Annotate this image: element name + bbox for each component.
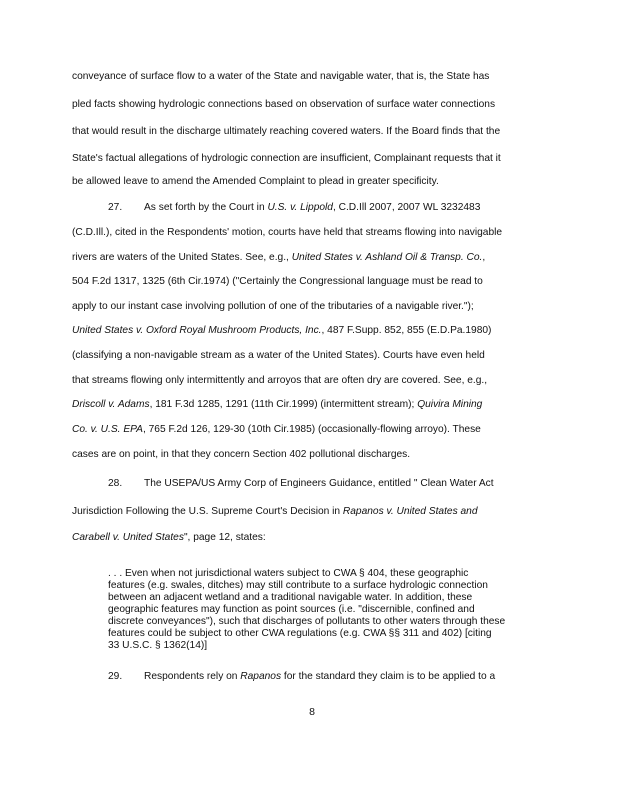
case-carabell: Carabell v. United States [72,532,184,543]
para29-line-1 [72,670,552,684]
case-quivira-part1: Quivira Mining [417,399,483,410]
quote-line-1: . . . Even when not jurisdictional waters subject to CWA § 404, these geographic [108,568,469,579]
case-ashland-oil: United States v. Ashland Oil & Transp. Co. [291,252,483,263]
para28-line-3 [72,531,552,545]
intro-line-4: State's factual allegations of hydrologic connection are insufficient, Complainant requests that it [72,153,501,164]
para27-line-7: (classifying a non-navigable stream as a water of the United States). Courts have even held [72,350,485,361]
para27-line-5: apply to our instant case involving pollution of one of the tributaries of a navigable river."); [72,301,474,312]
para27-number: 27. [108,202,123,213]
quote-line-3: between an adjacent wetland and a traditional navigable water. In addition, these [108,592,473,603]
intro-line-5: be allowed leave to amend the Amended Complaint to plead in greater specificity. [72,176,439,187]
para27-line-11: cases are on point, in that they concern Section 402 pollutional discharges. [72,449,411,460]
para27-l3a: rivers are waters of the United States. See, e.g., [72,252,292,263]
intro-line-3: that would result in the discharge ultimately reaching covered waters. If the Board finds that the [72,126,501,137]
para29-l1a: Respondents rely on [144,671,241,682]
case-rapanos: Rapanos [240,671,282,682]
case-quivira-part2: Co. v. U.S. EPA [72,424,143,435]
case-oxford-mushroom: United States v. Oxford Royal Mushroom Products, Inc. [72,325,322,336]
para27-line-8: that streams flowing only intermittently and arroyos that are often dry are covered. See, e.g., [72,375,488,386]
page-number: 8 [309,706,315,718]
intro-line-2: pled facts showing hydrologic connections based on observation of surface water connections [72,99,496,110]
para27-l3c: , [482,252,486,263]
para29-l1c: for the standard they claim is to be applied to a [281,671,496,682]
quote-line-4: geographic features may function as point sources (i.e. "discernible, confined and [108,604,475,615]
para27-line-4: 504 F.2d 1317, 1325 (6th Cir.1974) ("Certainly the Congressional language must be read to [72,276,483,287]
quote-line-2: features (e.g. swales, ditches) may still contribute to a surface hydrologic connection [108,580,488,591]
quote-line-7: 33 U.S.C. § 1362(14)] [108,640,208,651]
para27-l10b: , 765 F.2d 126, 129-30 (10th Cir.1985) (occasionally-flowing arroyo). These [142,424,481,435]
para27-l1c: , C.D.Ill 2007, 2007 WL 3232483 [332,202,481,213]
case-driscoll: Driscoll v. Adams [72,399,150,410]
para27-line-3 [72,251,552,265]
case-rapanos-title: Rapanos v. United States and [342,506,478,517]
para28-l1: The USEPA/US Army Corp of Engineers Guidance, entitled " Clean Water Act [144,478,494,489]
para27-l1a: As set forth by the Court in [144,202,268,213]
para27-l6b: , 487 F.Supp. 852, 855 (E.D.Pa.1980) [321,325,492,336]
quote-line-6: features could be subject to other CWA regulations (e.g. CWA §§ 311 and 402) [citing [108,628,492,639]
para28-number: 28. [108,478,123,489]
para29-number: 29. [108,671,123,682]
para27-line-10 [72,423,552,437]
para28-line-2 [72,505,552,519]
para28-l3b: ", page 12, states: [183,532,266,543]
case-lippold: U.S. v. Lippold [267,202,333,213]
para28-l2a: Jurisdiction Following the U.S. Supreme Court's Decision in [72,506,343,517]
para27-line-6 [72,324,552,338]
para28-line-1 [72,477,552,491]
para27-line-1 [72,201,552,215]
intro-line-1: conveyance of surface flow to a water of the State and navigable water, that is, the State has [72,71,490,82]
para27-l9b: , 181 F.3d 1285, 1291 (11th Cir.1999) (intermittent stream); [149,399,418,410]
quote-line-5: discrete conveyances"), such that discharges of pollutants to other waters through these [108,616,506,627]
para27-line-9 [72,398,552,412]
para27-line-2: (C.D.Ill.), cited in the Respondents' motion, courts have held that streams flowing into navigable [72,227,503,238]
